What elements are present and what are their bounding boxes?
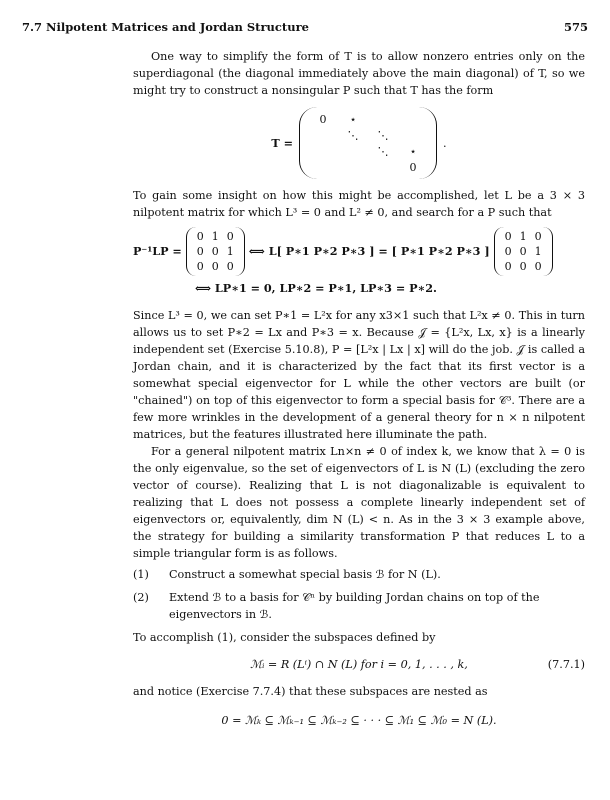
- paragraph-3: Since L³ = 0, we can set P∗1 = L²x for any x3×1 such that L²x ≠ 0. This in turn allows us to set P∗2 = Lx and P∗3 = x. Because 𝒥 = {L²x, Lx, x} is a linearly independent set (Exercise 5.10.8), P = [L²x | Lx | x] will do the job. 𝒥 is called a Jordan chain, and it is characterized by the fact that its first vector is a somewhat special eigenvector for L while the other vectors are built (or "chained") on top of this eigenvector to form a special basis for 𝒞³. There are a few more wrinkles in the development of a general theory for n × n nilpotent matrices, but the features illustrated here illuminate the path.: [133, 309, 585, 441]
- matrix-J-left: [186, 227, 245, 276]
- matrix-cell: 0: [504, 260, 512, 273]
- matrix-cell: 0: [519, 245, 527, 258]
- matrix-J-right: [494, 227, 553, 276]
- matrix-cell: [398, 111, 428, 127]
- matrix-cell: 0: [196, 245, 204, 258]
- matrix-cell: 0: [519, 260, 527, 273]
- running-header: [22, 20, 588, 36]
- matrix-cell: [338, 159, 368, 175]
- matrix-cell: [368, 111, 398, 127]
- matrix-cell: 0: [319, 112, 327, 126]
- list-item-number: (2): [133, 591, 149, 604]
- matrix-cell: 0: [196, 230, 204, 243]
- matrix-row: [501, 244, 546, 259]
- matrix-T: [299, 107, 437, 179]
- matrix-cell: 0: [196, 260, 204, 273]
- matrix-cell: [308, 159, 338, 175]
- matrix-cell: 1: [226, 245, 234, 258]
- matrix-cell: 0: [409, 160, 417, 174]
- paragraph-6: and notice (Exercise 7.7.4) that these subspaces are nested as: [133, 685, 488, 698]
- paragraph-2: To gain some insight on how this might be accomplished, let L be a 3 × 3 nilpotent matrix for which L³ = 0 and L² ≠ 0, and search for a P such that: [133, 189, 585, 219]
- equation-P-lhs: P⁻¹LP =: [133, 244, 182, 258]
- list-item-text: Extend ℬ to a basis for 𝒞ⁿ by building Jordan chains on top of the eigenvectors in ℬ.: [169, 591, 540, 621]
- matrix-cell: 0: [534, 260, 542, 273]
- equation-number: (7.7.1): [547, 658, 585, 671]
- equation-P: [133, 227, 585, 297]
- matrix-row: [501, 229, 546, 244]
- paragraph-1: One way to simplify the form of T is to allow nonzero entries only on the superdiagonal (the diagonal immediately above the main diagonal) of T, so we might try to construct a nonsingular P such that T has the form: [133, 50, 585, 97]
- matrix-cell: [338, 143, 368, 159]
- matrix-cell: [308, 143, 338, 159]
- list-item-number: (1): [133, 568, 149, 581]
- matrix-cell: 0: [211, 260, 219, 273]
- matrix-cell: [308, 127, 338, 143]
- matrix-cell: [398, 127, 428, 143]
- equation-M-text: ℳᵢ = R (Lⁱ) ∩ N (L) for i = 0, 1, . . . , k,: [250, 658, 468, 671]
- matrix-row: [308, 127, 428, 143]
- matrix-cell: [368, 159, 398, 175]
- equation-T: [133, 107, 585, 179]
- matrix-cell: 0: [504, 230, 512, 243]
- paragraph-5: To accomplish (1), consider the subspaces defined by: [133, 631, 436, 644]
- matrix-cell: 1: [519, 230, 527, 243]
- matrix-row: [193, 259, 238, 274]
- matrix-cell: ⋱: [377, 144, 389, 158]
- matrix-cell: ⋆: [409, 144, 417, 158]
- matrix-cell: ⋱: [377, 128, 389, 142]
- matrix-cell: 0: [226, 260, 234, 273]
- equation-T-tail: .: [443, 136, 447, 150]
- list-item-text: Construct a somewhat special basis ℬ for N (L).: [169, 568, 441, 581]
- page-number: 575: [563, 20, 588, 34]
- equation-nest: [133, 712, 585, 729]
- list-item: [133, 566, 585, 583]
- matrix-row: [308, 111, 428, 127]
- equation-nest-text: 0 = ℳₖ ⊆ ℳₖ₋₁ ⊆ ℳₖ₋₂ ⊆ · · · ⊆ ℳ₁ ⊆ ℳ₀ = N (L).: [221, 714, 497, 727]
- equation-M: [133, 656, 585, 673]
- equation-P-line2: ⟺ LP∗1 = 0, LP∗2 = P∗1, LP∗3 = P∗2.: [195, 281, 437, 295]
- page-body: [133, 48, 585, 735]
- matrix-row: [308, 143, 428, 159]
- matrix-cell: 0: [211, 245, 219, 258]
- matrix-cell: 0: [504, 245, 512, 258]
- equation-T-lhs: T =: [271, 135, 294, 150]
- matrix-cell: 1: [534, 245, 542, 258]
- matrix-cell: ⋱: [347, 128, 359, 142]
- matrix-cell: 1: [211, 230, 219, 243]
- strategy-list: [133, 566, 585, 623]
- matrix-cell: ⋆: [349, 112, 357, 126]
- equation-P-middle: ⟺ L[ P∗1 P∗2 P∗3 ] = [ P∗1 P∗2 P∗3 ]: [248, 244, 490, 258]
- matrix-row: [501, 259, 546, 274]
- paragraph-4: For a general nilpotent matrix Ln×n ≠ 0 of index k, we know that λ = 0 is the only eigenvalue, so the set of eigenvectors of L is N (L) (excluding the zero vector of course). Realizing that L is not diagonalizable is equivalent to realizing that L does not possess a complete linearly independent set of eigenvectors or, equivalently, dim N (L) < n. As in the 3 × 3 example above, the strategy for building a similarity transformation P that reduces L to a simple triangular form is as follows.: [133, 445, 585, 560]
- matrix-cell: 0: [226, 230, 234, 243]
- list-item: [133, 589, 585, 623]
- matrix-cell: 0: [534, 230, 542, 243]
- matrix-row: [308, 159, 428, 175]
- matrix-row: [193, 229, 238, 244]
- section-title: 7.7 Nilpotent Matrices and Jordan Structure: [22, 20, 309, 34]
- matrix-row: [193, 244, 238, 259]
